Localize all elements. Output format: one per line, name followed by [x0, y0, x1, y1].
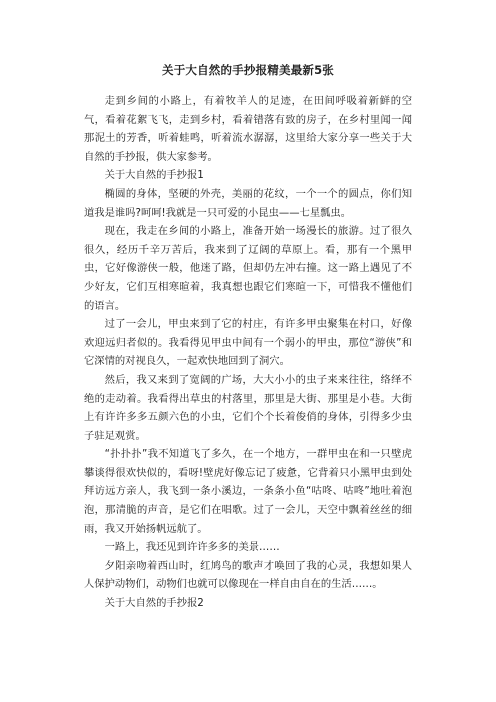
- document-title: 关于大自然的手抄报精美最新5张: [162, 63, 334, 77]
- intro-paragraph: 走到乡间的小路上，有着牧羊人的足迹，在田间呼吸着新鲜的空气，看着花絮飞飞，走到乡村，看着错落有致的房子，在乡村里闻一闻那泥土的芳香，听着蛙鸣，听着流水潺潺，这里给大家分享一些关于大自然的手抄报，供大家参考。: [84, 95, 412, 163]
- section-1-title: 关于大自然的手抄报1: [104, 169, 204, 182]
- body-paragraph: 过了一会儿，甲虫来到了它的村庄，有许多甲虫聚集在村口，好像欢迎远归者似的。我看得见甲虫中间有一个弱小的甲虫，那位“游侠”和它深情的对视良久，一起欢快地回到了洞穴。: [84, 318, 412, 368]
- body-paragraph: 然后，我又来到了宽阔的广场，大大小小的虫子来来往往，络绎不绝的走动着。我看得出草虫的村落里，那里是大街、那里是小巷。大街上有许许多多五颜六色的小虫，它们个个长着俊俏的身体，引得多少虫子驻足观赏。: [84, 373, 412, 442]
- body-paragraph: 夕阳亲吻着西山时，红鸠鸟的歌声才唤回了我的心灵，我想如果人人保护动物们，动物们也就可以像现在一样自由自在的生活……。: [84, 559, 412, 591]
- body-paragraph: “扑扑扑”我不知道飞了多久，在一个地方，一群甲虫在和一只壁虎攀谈得很欢快似的，看呀!壁虎好像忘记了疲惫，它背着只小黑甲虫到处拜访远方亲人，我飞到一条小溪边，一条条小鱼“咕咚、咕咚”地吐着泡泡，那清脆的声音，是它们在唱歌。过了一会儿，天空中飘着丝丝的细雨，我又开始扬帆远航了。: [84, 448, 412, 535]
- body-paragraph: 现在，我走在乡间的小路上，准备开始一场漫长的旅游。过了很久很久，经历千辛万苦后，我来到了辽阔的草原上。看，那有一个黑甲虫，它好像游侠一般，他迷了路，但却仍左冲右撞。这一路上遇见了不少好友，它们互相寒暄着，我真想也跟它们寒暄一下，可惜我不懂他们的语言。: [84, 225, 412, 312]
- body-paragraph: 一路上，我还见到许许多多的美景……: [104, 541, 280, 554]
- section-2-title: 关于大自然的手抄报2: [104, 597, 204, 610]
- body-paragraph: 椭圆的身体，坚硬的外壳，美丽的花纹，一个一个的圆点，你们知道我是谁吗?呵呵!我就是一只可爱的小昆虫——七星瓢虫。: [84, 187, 412, 219]
